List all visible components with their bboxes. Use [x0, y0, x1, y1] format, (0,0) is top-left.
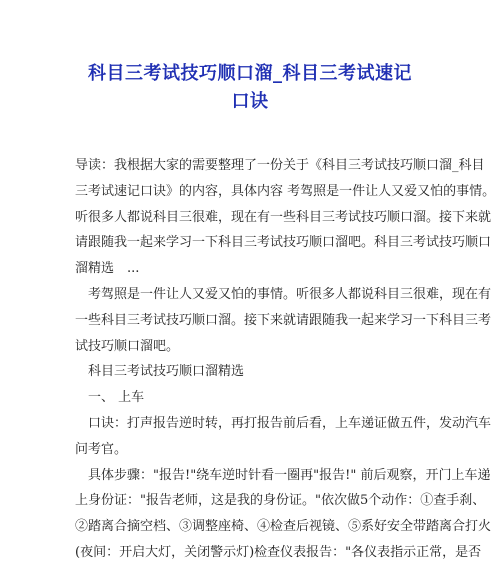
document-body	[75, 153, 496, 565]
body-line: 口诀：打声报告逆时转，再打报告前后看，上车递证做五件，发动汽车	[88, 415, 492, 431]
subsection-heading: 一、 上车	[88, 390, 145, 406]
body-line: (夜间：开启大灯，关闭警示灯)检查仪表报告："各仪表指示正常，是否	[75, 544, 482, 560]
body-line: 一些科目三考试技巧顺口溜。接下来就请跟随我一起来学习一下科目三考	[75, 312, 492, 328]
document-title	[40, 60, 460, 116]
body-line: 考驾照是一件让人又爱又怕的事情。听很多人都说科目三很难，现在有	[88, 286, 492, 302]
body-line: 具体步骤："报告!"绕车逆时针看一圈再"报告!" 前后观察，开门上车递	[88, 467, 491, 483]
body-line: 三考试速记口诀》的内容，具体内容 考驾照是一件让人又爱又怕的事情。	[75, 183, 496, 199]
body-line: 溜精选 ...	[75, 261, 140, 277]
body-line: 请跟随我一起来学习一下科目三考试技巧顺口溜吧。科目三考试技巧顺口	[75, 235, 492, 251]
title-line: 科目三考试技巧顺口溜_科目三考试速记	[88, 63, 412, 84]
body-line: ②踏离合摘空档、③调整座椅、④检查后视镜、⑤系好安全带踏离合打火	[75, 519, 492, 535]
body-line: 听很多人都说科目三很难，现在有一些科目三考试技巧顺口溜。接下来就	[75, 209, 492, 225]
body-line: 试技巧顺口溜吧。	[75, 338, 180, 354]
title-line: 口诀	[231, 91, 269, 112]
body-line: 上身份证："报告老师，这是我的身份证。"依次做5个动作：①查手刹、	[75, 493, 486, 509]
body-line: 导读：我根据大家的需要整理了一份关于《科目三考试技巧顺口溜_科目	[75, 158, 485, 173]
section-heading: 科目三考试技巧顺口溜精选	[88, 364, 245, 380]
body-line: 问考官。	[75, 441, 128, 457]
